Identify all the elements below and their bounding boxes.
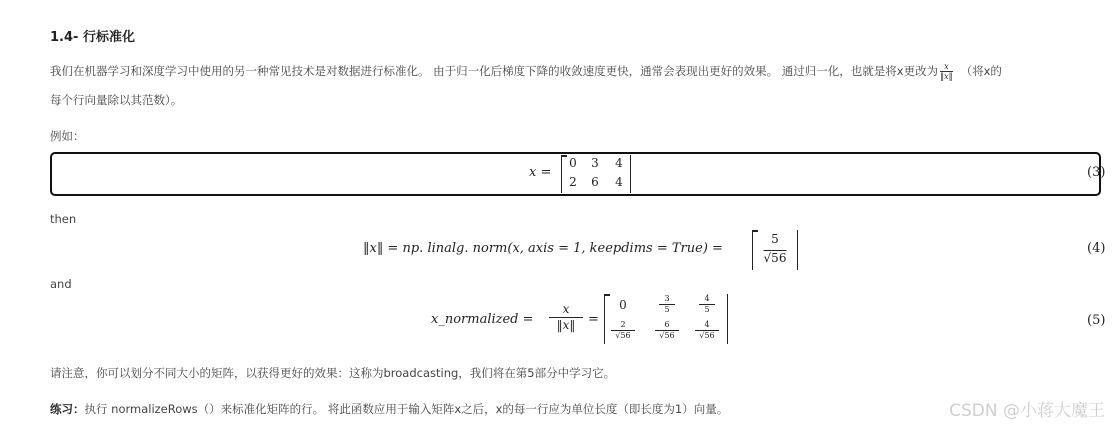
matrix-cell: 0 <box>619 298 627 312</box>
eq5-frac-den: ‖x‖ <box>556 318 576 332</box>
intro-line2: 每个行向量除以其范数）。 <box>50 93 183 107</box>
matrix-fraction <box>695 320 719 341</box>
fraction-den: √56 <box>615 331 631 340</box>
matrix-cell: 2 <box>569 175 577 189</box>
intro-fraction-num: x <box>940 62 953 72</box>
matrix-fraction <box>699 294 715 315</box>
section-heading: 1.4- 行标准化 <box>50 30 135 45</box>
matrix-cell: 4 <box>615 175 623 189</box>
eq5-equals: = <box>588 312 599 327</box>
eq5-matrix <box>604 294 728 344</box>
intro-text: 我们在机器学习和深度学习中使用的另一种常见技术是对数据进行标准化。 由于归一化后梯度下降的收敛速度更快，通常会表现出更好的效果。 通过归一化，也就是将x更改为 <box>50 64 939 78</box>
watermark: CSDN @小蒋大魔王 <box>949 401 1105 421</box>
and-label: and <box>50 277 72 291</box>
vector-cell: 5 <box>771 232 779 246</box>
example-label: 例如： <box>50 129 85 143</box>
broadcasting-note: 请注意，你可以划分不同大小的矩阵，以获得更好的效果：这称为broadcasting，我们将在第5部分中学习它。 <box>50 366 616 380</box>
matrix-fraction <box>659 294 675 315</box>
fraction-num: 4 <box>699 294 715 305</box>
eq3-lhs: x = <box>529 165 552 180</box>
matrix-fraction <box>655 320 679 341</box>
vector-cell: √56 <box>763 251 787 265</box>
fraction-num: 6 <box>655 320 679 331</box>
fraction-num: 4 <box>695 320 719 331</box>
eq4-vector <box>752 230 798 270</box>
exercise-label: 练习： <box>50 402 85 416</box>
intro-fraction <box>940 62 953 81</box>
fraction-num: 2 <box>611 320 635 331</box>
equation-number-5: (5) <box>1087 313 1106 328</box>
exercise-text: 执行 normalizeRows（）来标准化矩阵的行。 将此函数应用于输入矩阵x之后，x的每一行应为单位长度（即长度为1）向量。 <box>84 402 729 416</box>
matrix-cell: 3 <box>591 156 599 170</box>
then-label: then <box>50 212 77 226</box>
intro-paragraph <box>50 62 1002 81</box>
equation-number-3: (3) <box>1087 165 1106 180</box>
matrix-cell: 6 <box>591 175 599 189</box>
matrix-cell: 0 <box>569 156 577 170</box>
matrix-cell: 4 <box>615 156 623 170</box>
eq5-frac-num: x <box>549 302 583 318</box>
fraction-den: √56 <box>699 331 715 340</box>
eq5-lhs: x_normalized = <box>431 312 534 327</box>
fraction-den: 5 <box>704 305 710 314</box>
eq5-fraction <box>549 302 583 333</box>
equation-number-4: (4) <box>1087 241 1106 256</box>
eq3-matrix <box>561 155 631 193</box>
exercise-paragraph <box>50 401 728 417</box>
fraction-den: √56 <box>659 331 675 340</box>
fraction-num: 3 <box>659 294 675 305</box>
intro-fraction-den: ‖x‖ <box>940 72 953 81</box>
eq4-expression: ‖x‖ = np. linalg. norm(x, axis = 1, keepdims = True) = <box>363 241 723 256</box>
matrix-fraction <box>611 320 635 341</box>
intro-tail: （将x的 <box>960 64 1002 78</box>
fraction-den: 5 <box>664 305 670 314</box>
